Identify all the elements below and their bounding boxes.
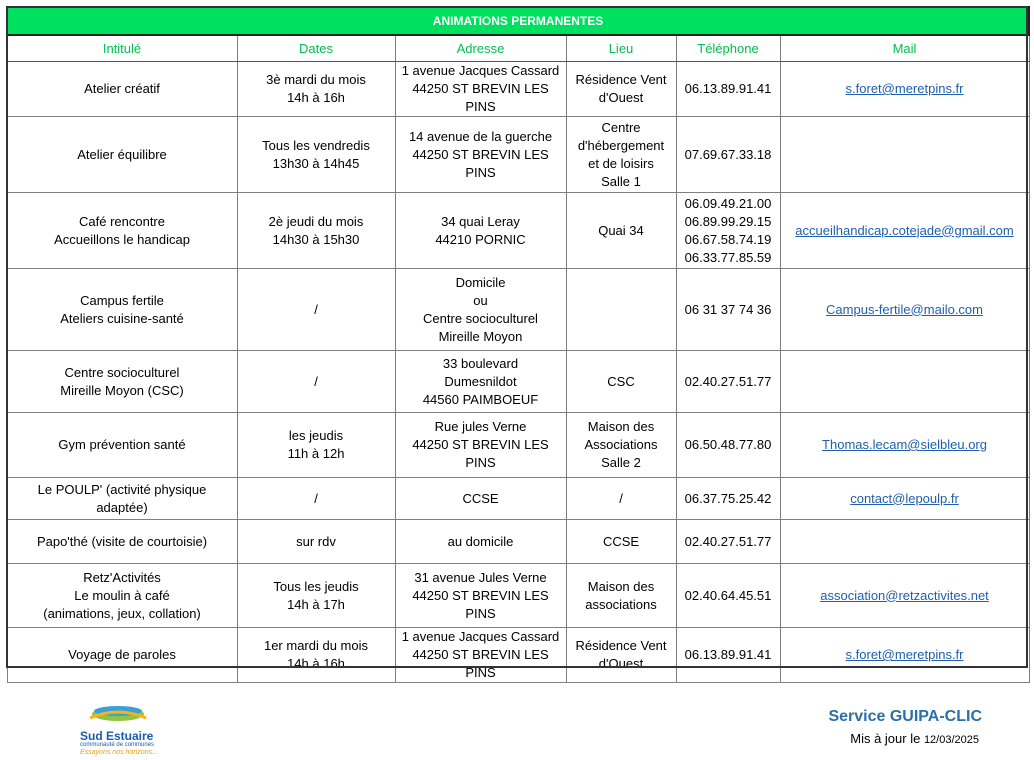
- mail-link[interactable]: Campus-fertile@mailo.com: [826, 301, 983, 317]
- update-label: Mis à jour le: [850, 731, 921, 746]
- cell-lieu: [566, 269, 676, 351]
- mail-link[interactable]: accueilhandicap.cotejade@gmail.com: [795, 222, 1014, 238]
- cell-dates: /: [237, 478, 395, 520]
- table-title: ANIMATIONS PERMANENTES: [7, 7, 1029, 35]
- cell-lieu: CCSE: [566, 520, 676, 564]
- cell-dates: /: [237, 269, 395, 351]
- cell-telephone: 06.13.89.91.41: [676, 628, 780, 683]
- table-row: [7, 193, 1029, 269]
- mail-link[interactable]: s.foret@meretpins.fr: [845, 81, 964, 96]
- cell-telephone: 07.69.67.33.18: [676, 117, 780, 193]
- table-row: [7, 628, 1029, 683]
- update-line: [850, 731, 979, 746]
- cell-mail: [780, 269, 1029, 351]
- cell-lieu: Maison des associations: [566, 564, 676, 628]
- cell-mail: [780, 520, 1029, 564]
- cell-adresse: 1 avenue Jacques Cassard 44250 ST BREVIN LES PINS: [395, 628, 566, 683]
- cell-adresse: CCSE: [395, 478, 566, 520]
- cell-adresse: au domicile: [395, 520, 566, 564]
- cell-adresse: 34 quai Leray 44210 PORNIC: [395, 193, 566, 269]
- cell-dates: /: [237, 351, 395, 413]
- cell-lieu: Quai 34: [566, 193, 676, 269]
- cell-lieu: CSC: [566, 351, 676, 413]
- cell-lieu: /: [566, 478, 676, 520]
- cell-dates: sur rdv: [237, 520, 395, 564]
- logo-subtitle: communauté de communes: [80, 742, 155, 748]
- cell-intitule: Campus fertile Ateliers cuisine-santé: [7, 269, 237, 351]
- table-row: [7, 520, 1029, 564]
- cell-telephone: 06.50.48.77.80: [676, 413, 780, 478]
- cell-intitule: Le POULP' (activité physique adaptée): [7, 478, 237, 520]
- cell-dates: 2è jeudi du mois 14h30 à 15h30: [237, 193, 395, 269]
- cell-telephone: 06 31 37 74 36: [676, 269, 780, 351]
- table-row: [7, 351, 1029, 413]
- cell-lieu: Centre d'hébergement et de loisirs Salle 1: [566, 117, 676, 193]
- cell-lieu: Résidence Vent d'Ouest: [566, 628, 676, 683]
- header-adresse: Adresse: [395, 35, 566, 62]
- cell-intitule: Gym prévention santé: [7, 413, 237, 478]
- cell-mail: [780, 62, 1029, 117]
- table-row: [7, 117, 1029, 193]
- mail-link[interactable]: Thomas.lecam@sielbleu.org: [822, 437, 987, 452]
- mail-link[interactable]: contact@lepoulp.fr: [850, 490, 959, 506]
- cell-telephone: 02.40.64.45.51: [676, 564, 780, 628]
- cell-adresse: 31 avenue Jules Verne 44250 ST BREVIN LES PINS: [395, 564, 566, 628]
- logo-name: Sud Estuaire: [80, 729, 154, 743]
- cell-adresse: 1 avenue Jacques Cassard 44250 ST BREVIN LES PINS: [395, 62, 566, 117]
- cell-intitule: Café rencontre Accueillons le handicap: [7, 193, 237, 269]
- mail-link[interactable]: association@retzactivites.net: [820, 587, 989, 603]
- cell-mail: [780, 478, 1029, 520]
- cell-adresse: 14 avenue de la guerche 44250 ST BREVIN LES PINS: [395, 117, 566, 193]
- cell-adresse: Domicile ou Centre socioculturel Mireille Moyon: [395, 269, 566, 351]
- cell-mail: [780, 564, 1029, 628]
- cell-lieu: Maison des Associations Salle 2: [566, 413, 676, 478]
- header-telephone: Téléphone: [676, 35, 780, 62]
- cell-intitule: Retz'Activités Le moulin à café (animations, jeux, collation): [7, 564, 237, 628]
- mail-link[interactable]: s.foret@meretpins.fr: [845, 647, 964, 662]
- cell-adresse: 33 boulevard Dumesnildot 44560 PAIMBOEUF: [395, 351, 566, 413]
- logo-tagline: Essayons nos horizons...: [80, 749, 158, 756]
- header-lieu: Lieu: [566, 35, 676, 62]
- cell-dates: 3è mardi du mois 14h à 16h: [237, 62, 395, 117]
- table-row: [7, 62, 1029, 117]
- header-mail: Mail: [780, 35, 1029, 62]
- cell-lieu: Résidence Vent d'Ouest: [566, 62, 676, 117]
- cell-mail: [780, 351, 1029, 413]
- cell-telephone: 06.37.75.25.42: [676, 478, 780, 520]
- table-row: [7, 269, 1029, 351]
- header-dates: Dates: [237, 35, 395, 62]
- cell-dates: les jeudis 11h à 12h: [237, 413, 395, 478]
- table-row: [7, 413, 1029, 478]
- cell-telephone: 02.40.27.51.77: [676, 351, 780, 413]
- cell-telephone: 06.13.89.91.41: [676, 62, 780, 117]
- update-date: 12/03/2025: [923, 734, 979, 746]
- cell-intitule: Voyage de paroles: [7, 628, 237, 683]
- cell-dates: Tous les jeudis 14h à 17h: [237, 564, 395, 628]
- animations-table: [6, 6, 1030, 683]
- cell-dates: 1er mardi du mois 14h à 16h: [237, 628, 395, 683]
- cell-mail: [780, 628, 1029, 683]
- cell-adresse: Rue jules Verne 44250 ST BREVIN LES PINS: [395, 413, 566, 478]
- cell-mail: [780, 413, 1029, 478]
- table-row: [7, 478, 1029, 520]
- table-row: [7, 564, 1029, 628]
- cell-intitule: Papo'thé (visite de courtoisie): [7, 520, 237, 564]
- cell-telephone: 02.40.27.51.77: [676, 520, 780, 564]
- cell-dates: Tous les vendredis 13h30 à 14h45: [237, 117, 395, 193]
- cell-intitule: Atelier équilibre: [7, 117, 237, 193]
- service-name: Service GUIPA-CLIC: [828, 708, 982, 725]
- header-intitule: Intitulé: [7, 35, 237, 62]
- cell-mail: [780, 117, 1029, 193]
- cell-intitule: Atelier créatif: [7, 62, 237, 117]
- cell-mail: [780, 193, 1029, 269]
- cell-telephone: 06.09.49.21.00 06.89.99.29.15 06.67.58.74.19 06.33.77.85.59: [676, 193, 780, 269]
- cell-intitule: Centre socioculturel Mireille Moyon (CSC): [7, 351, 237, 413]
